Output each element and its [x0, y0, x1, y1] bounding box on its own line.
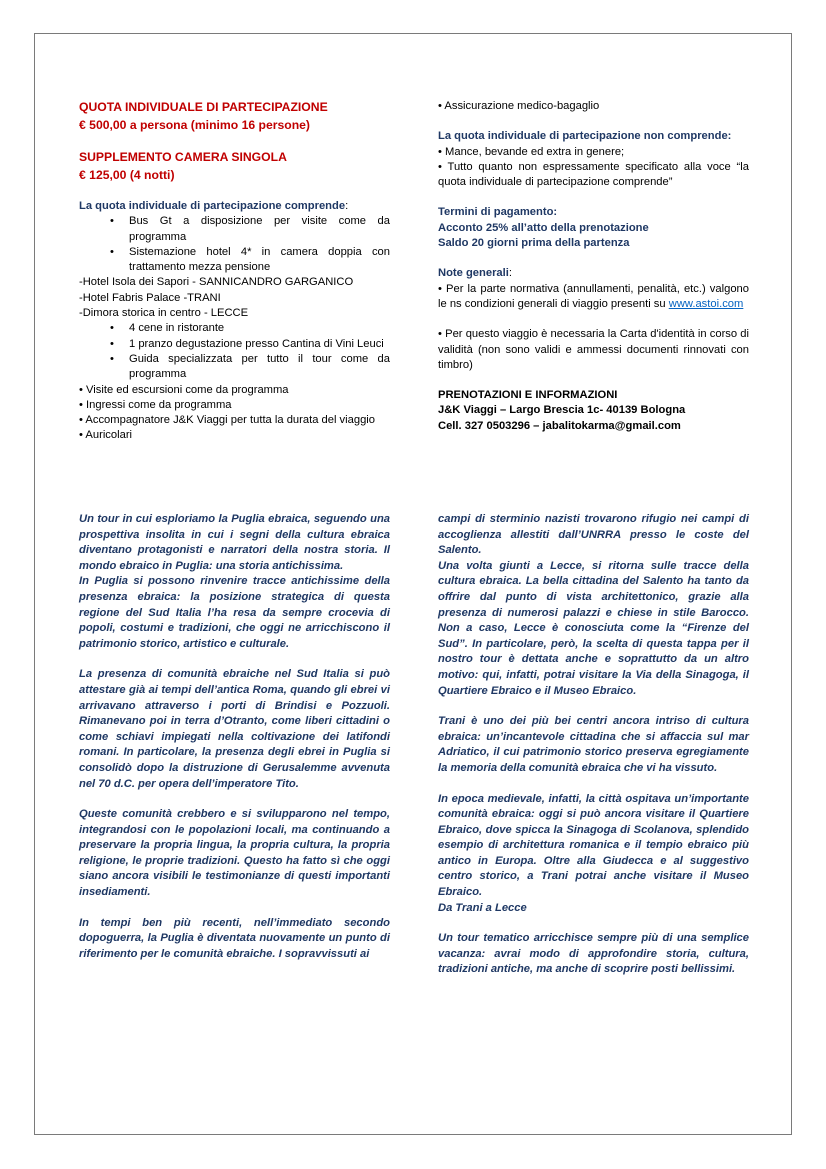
- story-paragraph: Trani è uno dei più bei centri ancora intriso di cultura ebraica: un’incantevole cittadina che si affaccia sul mar Adriatico, il cui patrimonio storico preserva egregiamente la memoria della comunità ebraica che vi ha vissuto.: [438, 715, 749, 774]
- story-paragraph: Un tour in cui esploriamo la Puglia ebraica, seguendo una prospettiva insolita in cui i segni della cultura ebraica diventano protagonisti e narratori della nostra storia. Il mondo ebraico in Puglia: una storia antichissima.: [79, 513, 390, 572]
- quota-title: QUOTA INDIVIDUALE DI PARTECIPAZIONE: [79, 100, 328, 114]
- note-heading-text: Note generali: [438, 267, 509, 280]
- story-paragraph: campi di sterminio nazisti trovarono rifugio nei campi di accoglienza allestiti dall’UNRRA presso le coste del Salento.: [438, 513, 749, 557]
- comprende-heading: [79, 199, 390, 214]
- story-paragraph: In epoca medievale, infatti, la città ospitava un’importante comunità ebraica: oggi si può ancora visitare il Quartiere Ebraico, dove spicca la Sinagoga di Scolanova, splendido esempio di architettura romanica e il tempio ebraico più antico in Europa. Oltre alla Giudecca e al suggestivo centro storico, a Trani potrai anche visitare il Museo Ebraico.: [438, 792, 749, 899]
- comprende-list-a: [79, 214, 390, 275]
- comprende-line: • Assicurazione medico-bagaglio: [438, 100, 600, 112]
- story-paragraph: Da Trani a Lecce: [438, 901, 527, 914]
- contatti-heading: PRENOTAZIONI E INFORMAZIONI: [438, 389, 618, 402]
- story-paragraph: Un tour tematico arricchisce sempre più di una semplice vacanza: avrai modo di approfondire storia, cultura, tradizioni antiche, ma anche di scoprire posti bellissimi.: [438, 932, 749, 976]
- supplemento-price: € 125,00 (4 notti): [79, 167, 175, 182]
- non-comprende-line: • Tutto quanto non espressamente specificato alla voce “la quota individuale di partecipazione comprende”: [438, 160, 749, 189]
- comprende-heading-colon: :: [345, 200, 349, 212]
- pagamento-line: Saldo 20 giorni prima della partenza: [438, 237, 630, 250]
- comprende-line: • Accompagnatore J&K Viaggi per tutta la durata del viaggio: [79, 414, 376, 427]
- note-line-2: • Per questo viaggio è necessaria la Carta d'identità in corso di validità (non sono validi e ammessi documenti rinnovati con timbro): [438, 328, 749, 371]
- comprende-line: • Visite ed escursioni come da programma: [79, 383, 289, 396]
- note-line-1: [438, 282, 749, 313]
- comprende-heading-text: La quota individuale di partecipazione comprende: [79, 200, 346, 212]
- non-comprende-line: • Mance, bevande ed extra in genere;: [438, 145, 625, 158]
- list-item: • Bus Gt a disposizione per visite come da programma: [79, 214, 390, 245]
- note-line-1-text: • Per la parte normativa (annullamenti, penalità, etc.) valgono le ns condizioni generali di viaggio presenti su: [438, 282, 749, 310]
- note-heading-colon: :: [508, 267, 512, 280]
- list-item: • Guida specializzata per tutto il tour come da programma: [79, 352, 390, 383]
- story-paragraph: Queste comunità crebbero e si svilupparono nel tempo, integrandosi con le popolazioni locali, ma continuando a preservare la propria lingua, la propria cultura, la propria religione, le proprie tradizioni. Questo ha fatto sì che oggi siano ancora visibili le testimonianze di questi importanti insediamenti.: [79, 808, 390, 899]
- comprende-line: • Ingressi come da programma: [79, 398, 232, 411]
- comprende-line: • Auricolari: [79, 429, 133, 442]
- note-heading: [438, 266, 749, 281]
- hotel-line: -Hotel Fabris Palace -TRANI: [79, 291, 221, 304]
- list-item: • 4 cene in ristorante: [79, 321, 390, 336]
- hotel-line: -Hotel Isola dei Sapori - SANNICANDRO GARGANICO: [79, 276, 354, 289]
- story-right-column: [438, 512, 749, 978]
- comprende-list-b: [79, 321, 390, 382]
- pagamento-heading: Termini di pagamento:: [438, 206, 558, 219]
- quota-price: € 500,00 a persona (minimo 16 persone): [79, 117, 310, 132]
- non-comprende-heading: La quota individuale di partecipazione non comprende:: [438, 130, 732, 143]
- hotel-line: -Dimora storica in centro - LECCE: [79, 307, 249, 320]
- story-paragraph: In Puglia si possono rinvenire tracce antichissime della presenza ebraica: la posizione strategica di questa regione del Sud Italia l’ha resa da sempre crocevia di popoli, costumi e tradizioni, che oggi ne arricchiscono il patrimonio storico, artistico e culturale.: [79, 575, 390, 650]
- story-paragraph: La presenza di comunità ebraiche nel Sud Italia si può attestare già ai tempi dell’antica Roma, quando gli ebrei vi arrivavano attraverso i porti di Brindisi e Pozzuoli. Rimanevano poi in terra d’Otranto, come liberi cittadini o come schiavi impiegati nella coltivazione dei latifondi romani. In particolare, la presenza degli ebrei in Puglia si consolidò dopo la distruzione di Gerusalemme avvenuta nel 70 d.C. per opera dell’imperatore Tito.: [79, 668, 390, 790]
- supplemento-title: SUPPLEMENTO CAMERA SINGOLA: [79, 150, 287, 164]
- story-paragraph: Una volta giunti a Lecce, si ritorna sulle tracce della cultura ebraica. La bella cittadina del Salento ha tanto da offrire dal punto di vista architettonico, grazie alla presenza di numerosi palazzi e chiese in stile Barocco. Non a caso, Lecce è conosciuta come la “Firenze del Sud”. In particolare, però, la scelta di questa tappa per il nostro tour è dettata anche e soprattutto da un altro motivo: qui, infatti, potrai visitare la Via della Sinagoga, il Quartiere Ebraico e il Museo Ebraico.: [438, 559, 749, 697]
- left-info-column: [79, 99, 390, 444]
- story-left-column: [79, 512, 390, 962]
- pagamento-line: Acconto 25% all’atto della prenotazione: [438, 221, 649, 234]
- contatti-address: J&K Viaggi – Largo Brescia 1c- 40139 Bologna: [438, 404, 686, 417]
- story-paragraph: In tempi ben più recenti, nell’immediato secondo dopoguerra, la Puglia è diventata nuovamente un punto di riferimento per le comunità ebraiche. I sopravvissuti ai: [79, 916, 390, 960]
- list-item: • Sistemazione hotel 4* in camera doppia con trattamento mezza pensione: [79, 245, 390, 276]
- contatti-phone: Cell. 327 0503296 – jabalitokarma@gmail.com: [438, 419, 681, 432]
- right-info-column: [438, 99, 749, 434]
- astoi-link[interactable]: www.astoi.com: [668, 297, 744, 310]
- list-item: • 1 pranzo degustazione presso Cantina di Vini Leuci: [79, 337, 390, 352]
